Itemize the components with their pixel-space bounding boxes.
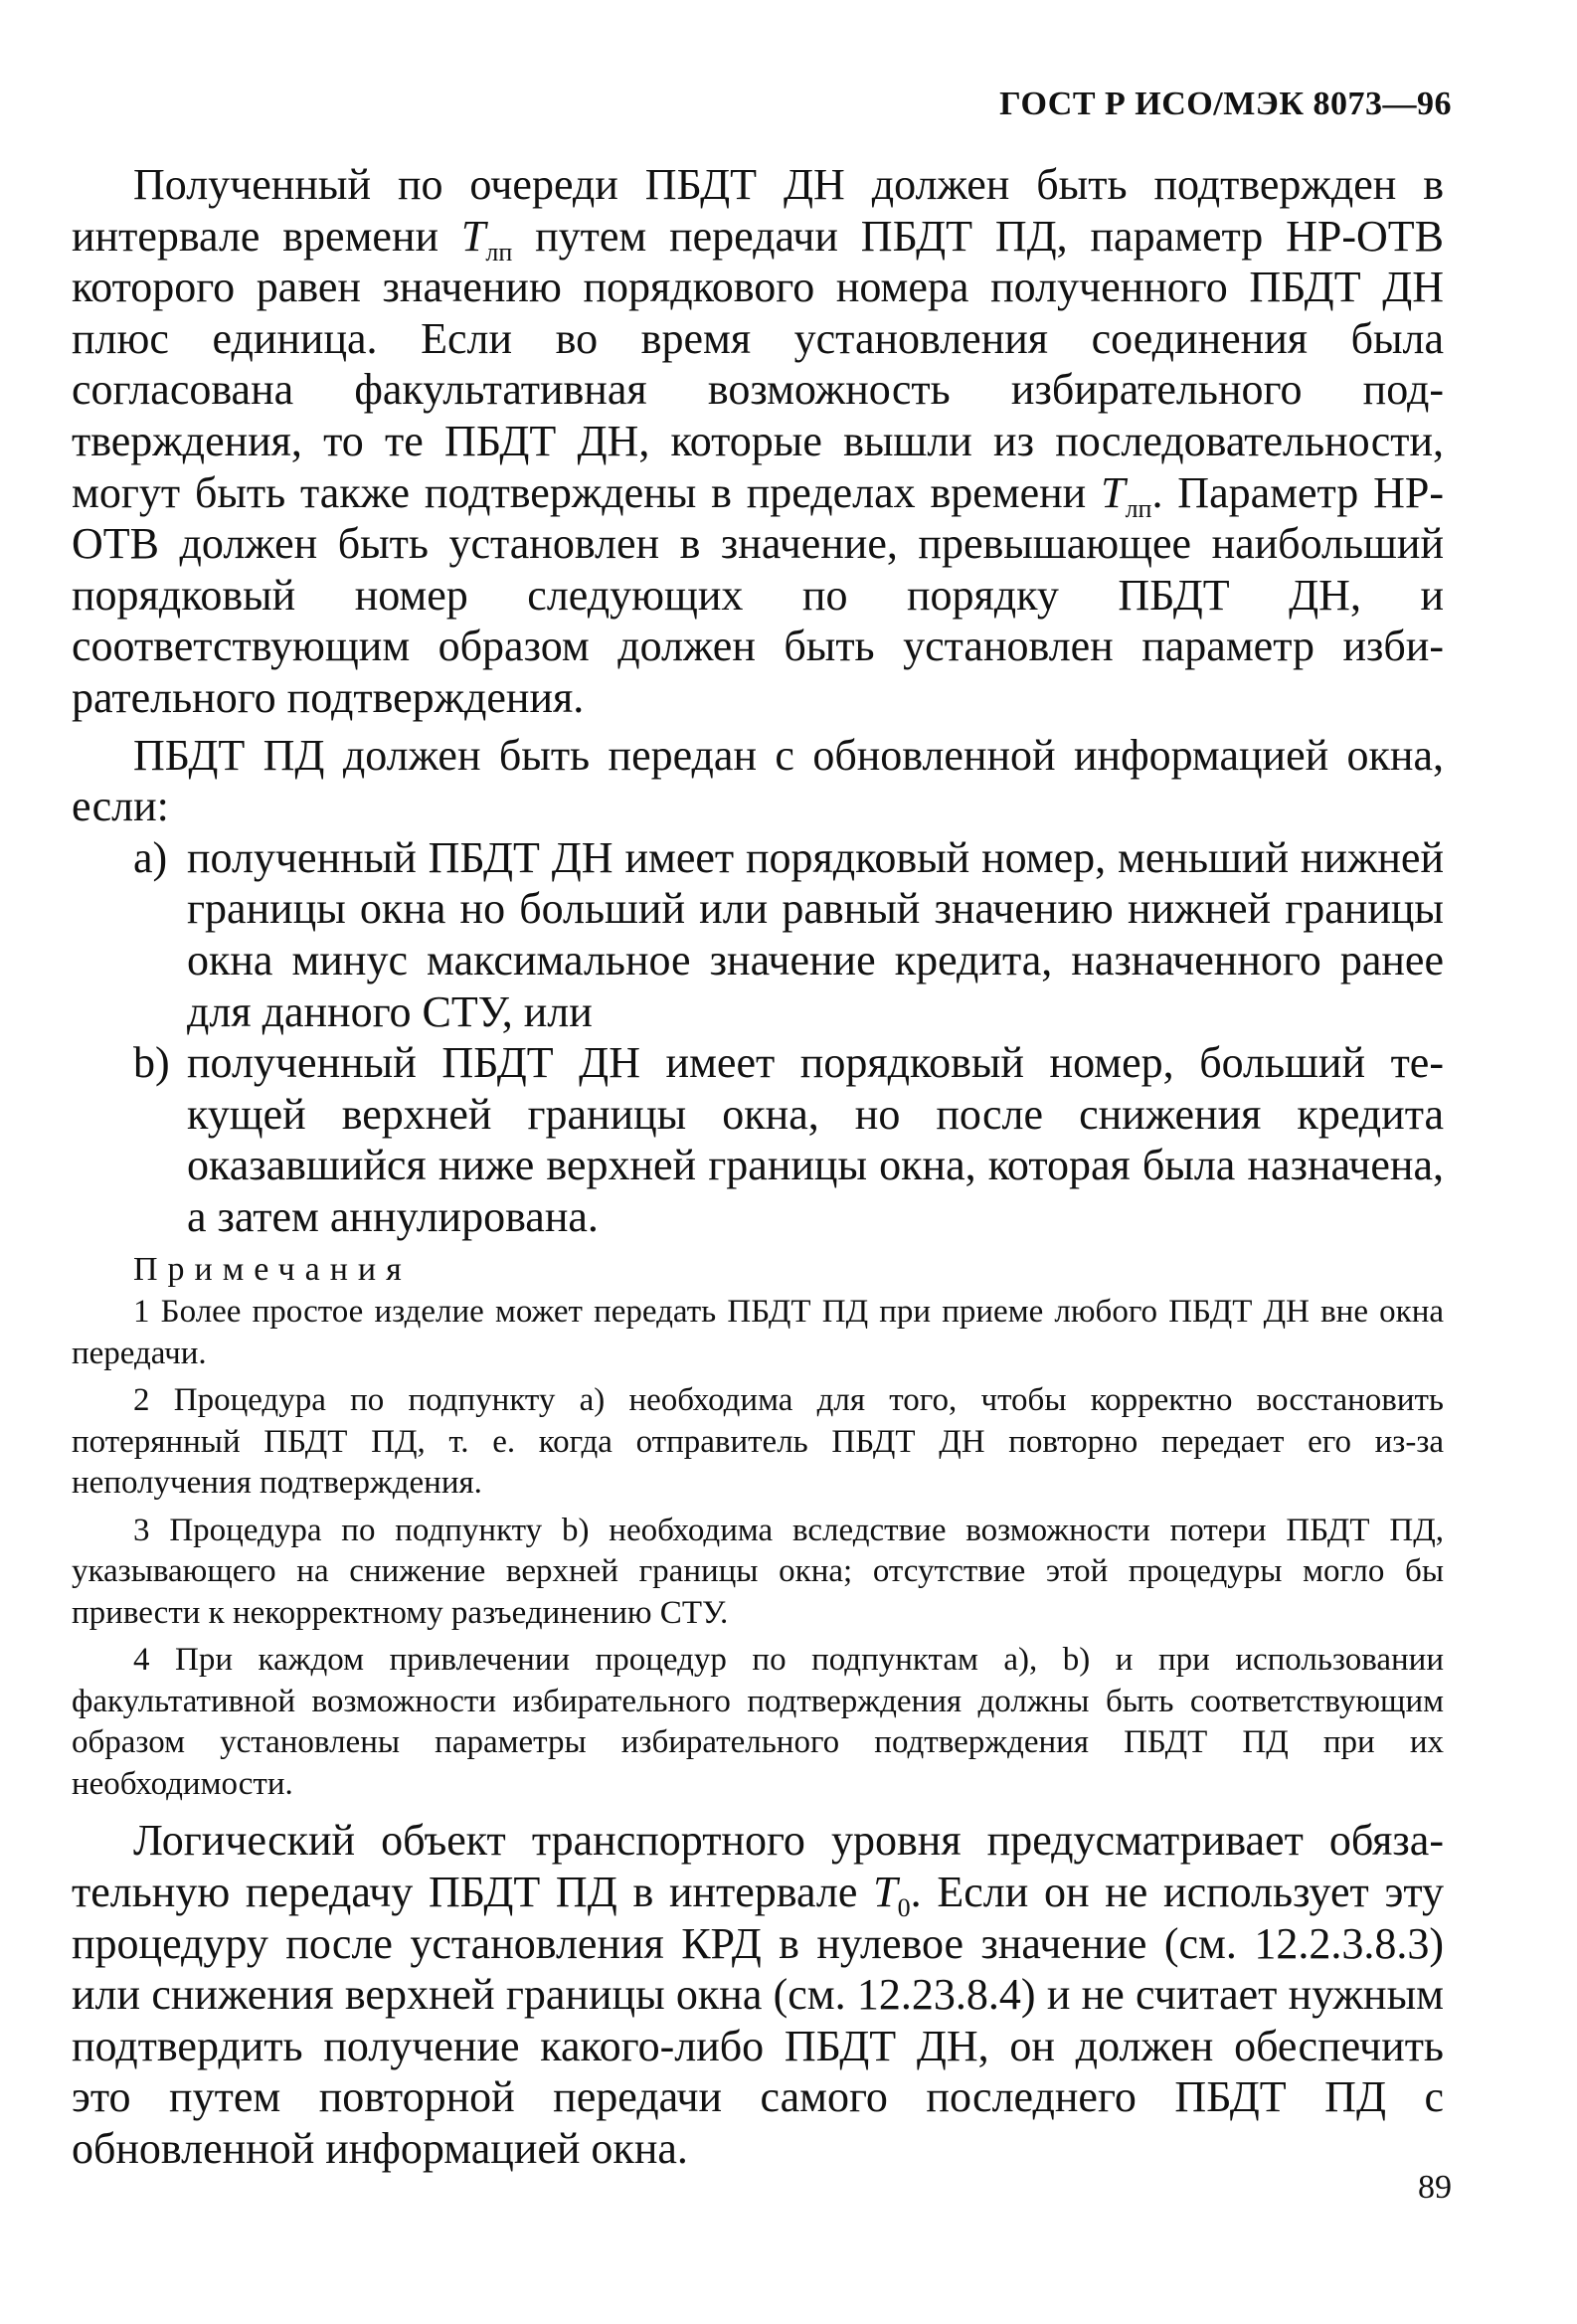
paragraph-2: ПБДТ ПД должен быть передан с обновленной информацией окна, если: (72, 730, 1444, 831)
paragraph-3-text-b: . Если он не использует эту процедуру после установления КРД в нулевое значение (см. 12.2.3.8.3) или снижения верхней границы окна (см. 12.23.8.4) и не считает нужным подтвердить получение какого-либо ПБДТ ДН, он должен обеспечить это путем повторной передачи самого последнего ПБДТ ПД с обновленной информацией окна. (72, 1868, 1444, 2174)
paragraph-1 (72, 159, 1444, 724)
paragraph-1-text-c: . Параметр НР-ОТВ должен быть установлен в значение, превышающее наибольший порядковый номер следующих по порядку ПБДТ ДН, и соответствующим образом должен быть установлен параметр избирательного подтверждения. (72, 467, 1445, 722)
time-symbol-t-lp-2 (1101, 467, 1152, 523)
symbol-subscript: лп (485, 237, 513, 267)
symbol-subscript: лп (1125, 493, 1152, 523)
list-item-text: полученный ПБДТ ДН имеет порядковый номер, меньший нижней границы окна но больший или равный значению нижней границы окна минус максимальное значение кредита, назначенного ранее для данного СТУ, или (187, 832, 1444, 1036)
symbol-subscript: 0 (897, 1893, 911, 1923)
list-marker: a) (133, 832, 168, 882)
document-body (72, 159, 1444, 2175)
paragraph-3-text-a: Логический объект транспортного уровня предусматривает обязательную передачу ПБДТ ПД в интервале (72, 1816, 1444, 1917)
list-item-a (72, 832, 1444, 1037)
symbol-letter: T (873, 1868, 898, 1917)
note-1: 1 Более простое изделие может передать ПБДТ ПД при приеме любого ПБДТ ДН вне окна передачи. (72, 1294, 1444, 1371)
time-symbol-t-0 (873, 1868, 911, 1923)
paragraph-1-text-b: путем передачи ПБДТ ПД, параметр НР-ОТВ которого равен значению порядкового номера полученного ПБДТ ДН плюс единица. Если во время установления соединения была согласована факультативная возможность избирательного подтверждения, то те ПБДТ ДН, которые вышли из последовательности, могут быть также подтверждены в пределах времени (72, 211, 1444, 517)
page-number: 89 (1418, 2169, 1452, 2206)
note-2: 2 Процедура по подпункту а) необходима для того, чтобы корректно восстановить потерянный ПБДТ ПД, т. е. когда отправитель ПБДТ ДН повторно передает его из-за неполучения подтверждения. (72, 1382, 1444, 1502)
notes-title: Примечания (133, 1251, 412, 1289)
symbol-letter: T (460, 211, 486, 261)
list-marker: b) (133, 1038, 170, 1088)
note-3: 3 Процедура по подпункту b) необходима вследствие возможности потери ПБДТ ПД, указывающего на снижение верхней границы окна; отсутствие этой процедуры могло бы привести к некорректному разъединению СТУ. (72, 1512, 1444, 1631)
standard-header: ГОСТ Р ИСО/МЭК 8073—96 (999, 86, 1452, 122)
symbol-letter: T (1101, 467, 1126, 517)
paragraph-3 (72, 1815, 1444, 2174)
notes-block (72, 1292, 1444, 1805)
list-item-b (72, 1037, 1444, 1242)
list-item-text: полученный ПБДТ ДН имеет порядковый номер, больший текущей верхней границы окна, но после снижения кредита оказавшийся ниже верхней границы окна, которая была назначена, а затем аннулирована. (187, 1038, 1444, 1241)
conditions-list (72, 832, 1444, 1243)
note-4: 4 При каждом привлечении процедур по подпунктам а), b) и при использовании факультативной возможности избирательного подтверждения должны быть соответствующим образом установлены параметры избирательного подтверждения ПБДТ ПД при их необходимости. (72, 1642, 1444, 1802)
time-symbol-t-lp (460, 211, 513, 267)
paragraph-1-text-a: Полученный по очереди ПБДТ ДН должен быть подтвержден в интервале времени (72, 160, 1444, 261)
